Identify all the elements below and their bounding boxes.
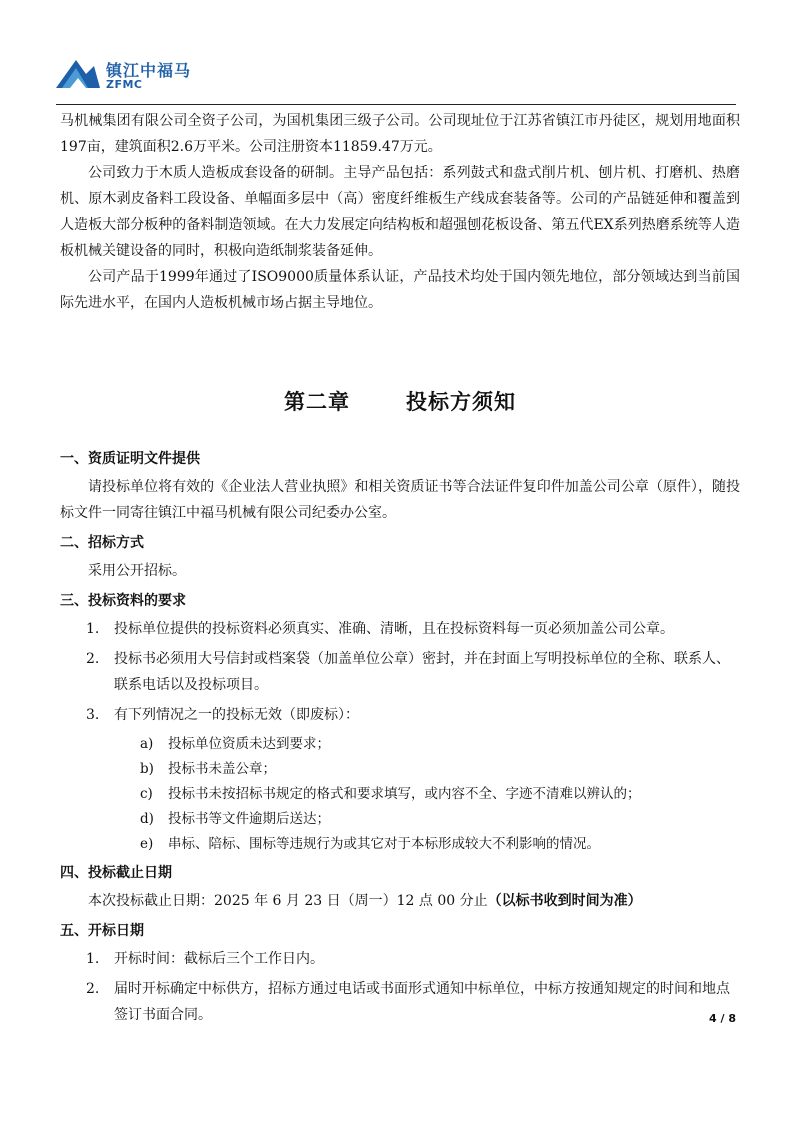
section-1-body: 请投标单位将有效的《企业法人营业执照》和相关资质证书等合法证件复印件加盖公司公章（原件），随投标文件一同寄往镇江中福马机械有限公司纪委办公室。 xyxy=(60,479,740,521)
deadline-text: 本次投标截止日期：2025 年 6 月 23 日（周一）12 点 00 分止 xyxy=(88,893,488,909)
sub-list-item: b) 投标书未盖公章； xyxy=(140,761,276,777)
section-4-body xyxy=(60,888,740,914)
intro-paragraph-2: 公司致力于木质人造板成套设备的研制。主导产品包括：系列鼓式和盘式削片机、刨片机、打磨机、热磨机、原木剥皮备料工段设备、单幅面多层中（高）密度纤维板生产线成套装备等。公司的产品链延伸和覆盖到人造板大部分板种的备料制造领域。在大力发展定向结构板和超强刨花板设备、第五代EX系列热磨系统等人造板机械关键设备的同时，积极向造纸制浆装备延伸。 xyxy=(60,165,740,259)
intro-paragraph-3: 公司产品于1999年通过了ISO9000质量体系认证，产品技术均处于国内领先地位，部分领域达到当前国际先进水平，在国内人造板机械市场占据主导地位。 xyxy=(60,269,740,311)
section-2-body: 采用公开招标。 xyxy=(88,563,186,579)
page-body xyxy=(60,108,740,1032)
logo-chinese-name: 镇江中福马 xyxy=(106,61,192,80)
deadline-emphasis: （以标书收到时间为准） xyxy=(487,893,642,909)
section-4-title: 四、投标截止日期 xyxy=(60,865,172,881)
sub-list-item: c) 投标书未按招标书规定的格式和要求填写，或内容不全、字迹不清难以辨认的； xyxy=(140,786,641,802)
sub-list-item: a) 投标单位资质未达到要求； xyxy=(140,736,330,752)
list-item: 3. 有下列情况之一的投标无效（即废标）： xyxy=(86,707,359,723)
chapter-name: 投标方须知 xyxy=(406,390,516,414)
header-divider xyxy=(56,104,736,105)
chapter-title xyxy=(60,386,740,416)
list-item: 1. 投标单位提供的投标资料必须真实、准确、清晰，且在投标资料每一页必须加盖公司公章。 xyxy=(86,621,674,637)
logo-english-name: ZFMC xyxy=(106,78,143,91)
section-5-title: 五、开标日期 xyxy=(60,923,144,939)
chapter-number: 第二章 xyxy=(284,390,350,414)
mountain-logo-icon xyxy=(56,58,100,88)
page-number: 4 / 8 xyxy=(709,1012,736,1025)
sub-list-item: d) 投标书等文件逾期后送达； xyxy=(140,811,330,827)
section-2-title: 二、招标方式 xyxy=(60,535,144,551)
intro-paragraph-1: 马机械集团有限公司全资子公司，为国机集团三级子公司。公司现址位于江苏省镇江市丹徒区，规划用地面积197亩，建筑面积2.6万平米。公司注册资本11859.47万元。 xyxy=(60,113,740,155)
sub-list-item: e) 串标、陪标、围标等违规行为或其它对于本标形成较大不利影响的情况。 xyxy=(140,836,600,852)
section-3-title: 三、投标资料的要求 xyxy=(60,593,186,609)
list-item: 2. 投标书必须用大号信封或档案袋（加盖单位公章）密封，并在封面上写明投标单位的全称、联系人、联系电话以及投标项目。 xyxy=(86,651,730,693)
list-item: 2. 届时开标确定中标供方，招标方通过电话或书面形式通知中标单位，中标方按通知规定的时间和地点签订书面合同。 xyxy=(86,981,730,1023)
section-1-title: 一、资质证明文件提供 xyxy=(60,451,200,467)
company-logo xyxy=(56,52,216,94)
list-item: 1. 开标时间：截标后三个工作日内。 xyxy=(86,951,324,967)
